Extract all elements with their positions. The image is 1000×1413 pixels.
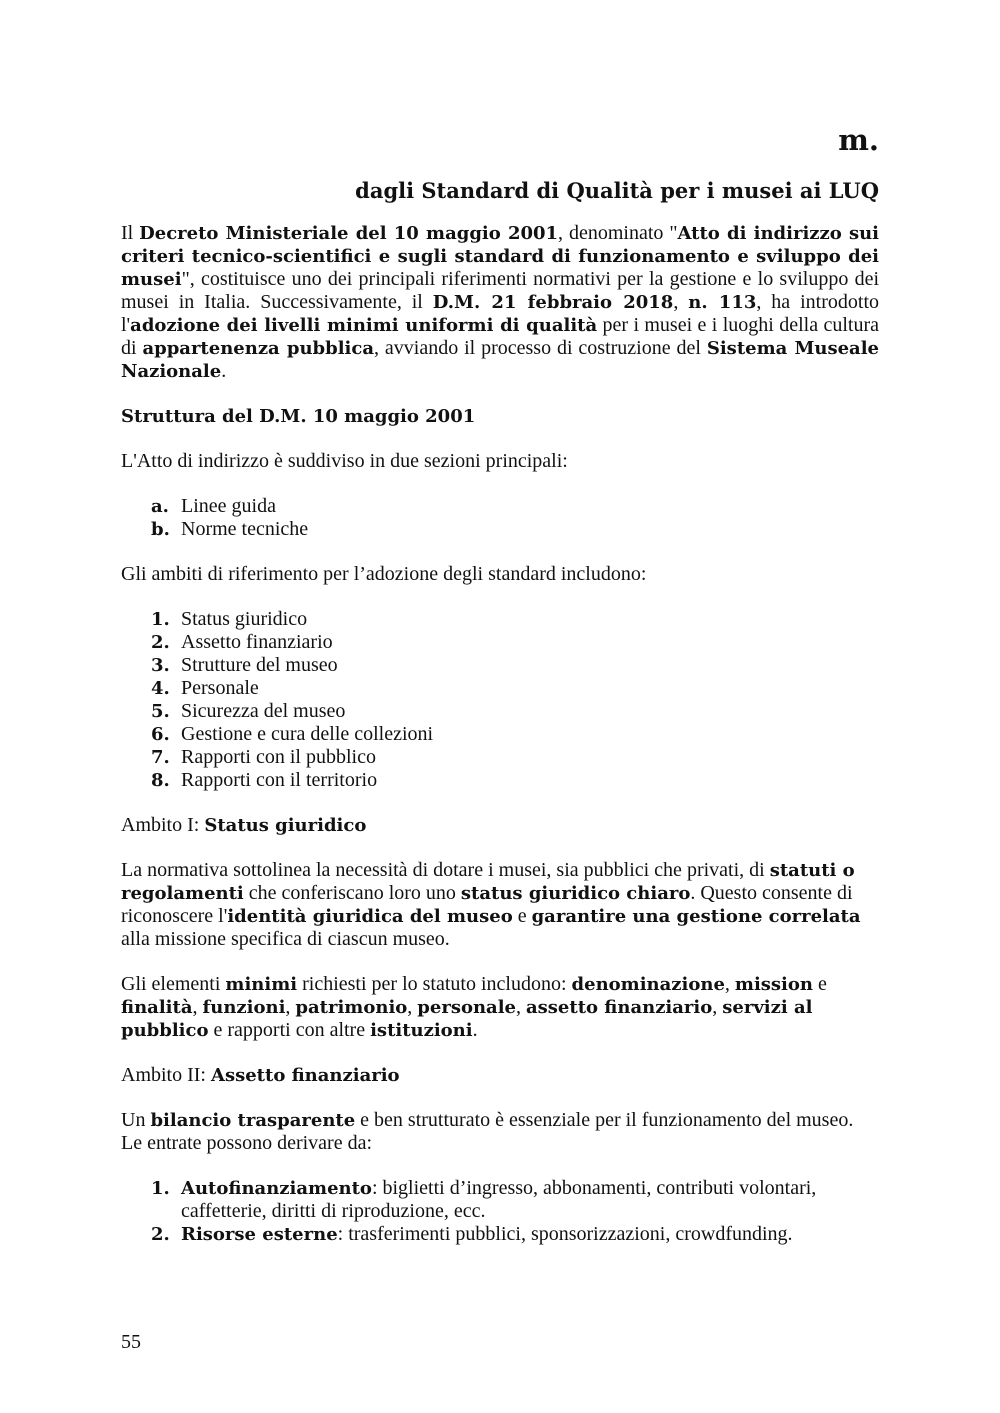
paragraph-text: e ben strutturato è essenziale per il funzionamento del museo. Le entrate possono derivare da: [121, 1109, 854, 1154]
intro-text: , ha introdotto l' [121, 291, 879, 336]
paragraph-bold: assetto finanziario [526, 997, 713, 1018]
list-item-label: Strutture del museo [181, 654, 338, 676]
intro-text: , avviando il processo di costruzione del [374, 337, 707, 359]
paragraph-text: e [512, 905, 532, 927]
paragraph-text: , [712, 996, 723, 1018]
list-item [121, 769, 879, 792]
ambito-2-paragraph-1 [121, 1109, 879, 1155]
list-marker: a. [151, 496, 169, 517]
paragraph-bold: statuti o regolamenti [121, 860, 855, 904]
list-item-label: Status giuridico [181, 608, 308, 630]
paragraph-bold: funzioni [202, 997, 286, 1018]
list-item-label: Rapporti con il territorio [181, 769, 378, 791]
list-marker: b. [151, 519, 170, 540]
list-item-content [181, 1223, 793, 1246]
list-item-content [181, 1177, 879, 1223]
paragraph-bold: status giuridico chiaro [460, 883, 691, 904]
paragraph-bold: identità giuridica del museo [227, 906, 513, 927]
paragraph-bold: minimi [225, 974, 298, 995]
list-item [121, 1177, 879, 1223]
intro-text: . [221, 360, 227, 382]
intro-bold: Atto di indirizzo sui criteri tecnico-scientifici e sugli standard di funzionamento e sviluppo dei musei [121, 223, 880, 290]
intro-bold: appartenenza pubblica [142, 338, 375, 359]
revenue-sources-list [121, 1177, 879, 1246]
page-number: 55 [121, 1331, 141, 1353]
list-item [121, 677, 879, 700]
list-marker: 3. [151, 655, 170, 676]
intro-bold: adozione dei livelli minimi uniformi di qualità [130, 315, 598, 336]
paragraph-text: Un [121, 1109, 151, 1131]
list-item-label: Rapporti con il pubblico [181, 746, 376, 768]
paragraph-bold: garantire una gestione correlata [531, 906, 861, 927]
chapter-letter: m. [838, 123, 879, 157]
list-marker: 2. [151, 1224, 170, 1245]
document-body [121, 222, 879, 1268]
list-item-label: Assetto finanziario [181, 631, 333, 653]
list-item [121, 518, 879, 541]
paragraph-text: che conferiscano loro uno [243, 882, 461, 904]
ambito-prefix: Ambito I: [121, 814, 205, 836]
list-marker: 7. [151, 747, 170, 768]
paragraph-text: richiesti per lo statuto includono: [297, 973, 572, 995]
list-item [121, 608, 879, 631]
paragraph-text: e rapporti con altre [208, 1019, 371, 1041]
ambito-1-paragraph-2 [121, 973, 879, 1042]
intro-text: Il [121, 222, 140, 244]
intro-text: ", costituisce uno dei principali riferimenti normativi per la gestione e lo sviluppo dei musei in Italia. Successivamente, il [121, 268, 879, 313]
paragraph-text: Gli elementi [121, 973, 226, 995]
list-item-text: : trasferimenti pubblici, sponsorizzazioni, crowdfunding. [337, 1223, 793, 1245]
paragraph-text: . Questo consente di riconoscere l' [121, 882, 853, 927]
paragraph-bold: istituzioni [370, 1020, 473, 1041]
paragraph-bold: mission [734, 974, 813, 995]
list-item-label: Personale [181, 677, 259, 699]
ambito-2-heading [121, 1064, 879, 1087]
intro-text: , denominato " [558, 222, 678, 244]
ambiti-list [121, 608, 879, 792]
list-marker: 4. [151, 678, 170, 699]
intro-bold: Decreto Ministeriale del 10 maggio 2001 [139, 223, 559, 244]
ambito-1-paragraph-1 [121, 859, 879, 951]
structure-intro: L'Atto di indirizzo è suddiviso in due sezioni principali: [121, 450, 568, 472]
paragraph-text: , [192, 996, 203, 1018]
list-item [121, 700, 879, 723]
list-marker: 8. [151, 770, 170, 791]
paragraph-text: , [407, 996, 418, 1018]
paragraph-bold: denominazione [571, 974, 725, 995]
list-item [121, 746, 879, 769]
paragraph-text: alla missione specifica di ciascun museo. [121, 928, 450, 950]
list-item-bold: Autofinanziamento [181, 1178, 372, 1199]
ambito-title: Assetto finanziario [211, 1065, 400, 1086]
ambito-1-heading [121, 814, 879, 837]
list-item [121, 495, 879, 518]
paragraph-text: , [516, 996, 526, 1018]
paragraph-text: La normativa sottolinea la necessità di dotare i musei, sia pubblici che privati, di [121, 859, 770, 881]
list-item [121, 1223, 879, 1246]
intro-text: , [673, 291, 689, 313]
intro-bold: Sistema Museale Nazionale [121, 338, 879, 382]
paragraph-bold: personale [417, 997, 516, 1018]
list-item-bold: Risorse esterne [181, 1224, 338, 1245]
list-item-label: Gestione e cura delle collezioni [181, 723, 434, 745]
paragraph-bold: bilancio trasparente [150, 1110, 356, 1131]
list-marker: 1. [151, 609, 170, 630]
intro-bold: n. 113 [688, 292, 757, 313]
list-item [121, 631, 879, 654]
list-marker: 6. [151, 724, 170, 745]
structure-heading: Struttura del D.M. 10 maggio 2001 [121, 406, 476, 427]
list-item [121, 723, 879, 746]
intro-bold: D.M. 21 febbraio 2018 [432, 292, 674, 313]
paragraph-text: , [724, 973, 735, 995]
intro-paragraph [121, 222, 879, 383]
list-item-text: : biglietti d’ingresso, abbonamenti, contributi volontari, caffetterie, diritti di riproduzione, ecc. [181, 1177, 817, 1222]
paragraph-text: e [813, 973, 827, 995]
paragraph-bold: finalità [121, 997, 193, 1018]
list-item-label: Linee guida [181, 495, 276, 517]
paragraph-bold: patrimonio [295, 997, 408, 1018]
list-marker: 2. [151, 632, 170, 653]
list-marker: 1. [151, 1178, 170, 1199]
paragraph-text: , [285, 996, 296, 1018]
list-item [121, 654, 879, 677]
ambito-prefix: Ambito II: [121, 1064, 211, 1086]
list-item-label: Sicurezza del museo [181, 700, 346, 722]
intro-text: per i musei e i luoghi della cultura di [121, 314, 880, 359]
list-marker: 5. [151, 701, 170, 722]
list-item-label: Norme tecniche [181, 518, 309, 540]
paragraph-text: . [472, 1019, 478, 1041]
chapter-title: dagli Standard di Qualità per i musei ai LUQ [355, 178, 879, 203]
structure-sections-list [121, 495, 879, 541]
paragraph-bold: servizi al pubblico [121, 997, 813, 1041]
ambiti-intro: Gli ambiti di riferimento per l’adozione degli standard includono: [121, 563, 647, 585]
document-page [121, 0, 879, 1413]
ambito-title: Status giuridico [204, 815, 367, 836]
